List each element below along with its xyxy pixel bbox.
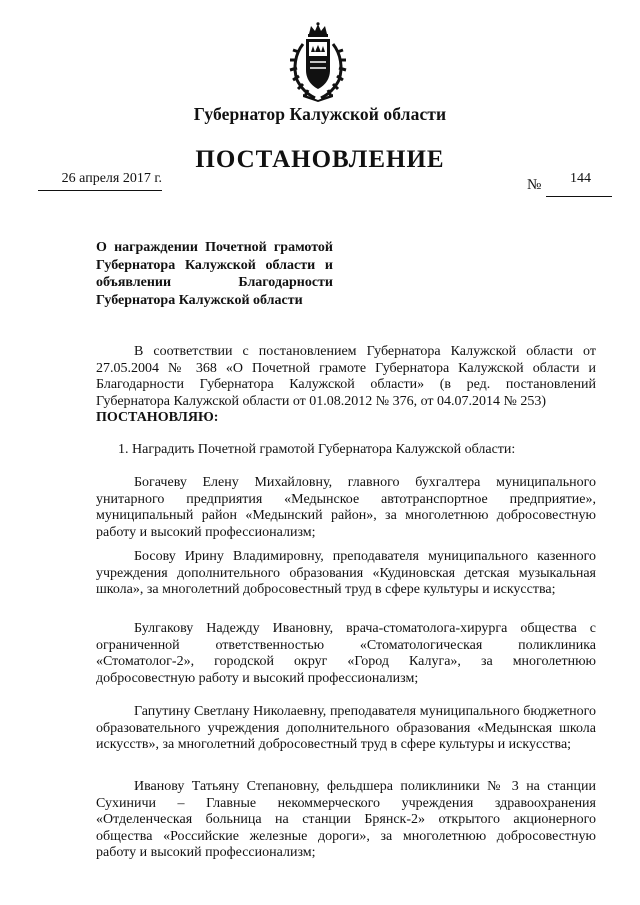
- date-underline: [38, 190, 162, 191]
- item-1-heading: 1. Наградить Почетной грамотой Губернатора Калужской области:: [118, 442, 516, 457]
- document-type-heading: ПОСТАНОВЛЕНИЕ: [195, 146, 445, 173]
- document-date: 26 апреля 2017 г.: [61, 171, 162, 186]
- awardee-paragraph: Богачеву Елену Михайловну, главного бухгалтера муниципального унитарного предприятия «Медынское автотранспортное предприятие», муниципальный район «Медынский район», за многолетнюю добросовестную работу и высокий профессионализм;: [96, 475, 596, 540]
- document-number: 144: [570, 171, 591, 186]
- awardee-paragraph: Иванову Татьяну Степановну, фельдшера поликлиники № 3 на станции Сухиничи – Главные некоммерческого учреждения здравоохранения «Отделенческая больница на станции Брянск-2» открытого акционерного общества «Российские железные дороги», за многолетнюю добросовестную работу и высокий профессионализм;: [96, 779, 596, 860]
- issuer-title: Губернатор Калужской области: [193, 104, 447, 124]
- number-underline: [546, 196, 612, 197]
- preamble-text: В соответствии с постановлением Губернатора Калужской области от 27.05.2004 № 368 «О Почетной грамоте Губернатора Калужской области и Благодарности Губернатора Калужской области» (в ред. постановлений Губернатора Калужской области от 01.08.2012 № 376, от 04.07.2014 № 253): [96, 344, 596, 409]
- awardee-paragraph: Булгакову Надежду Ивановну, врача-стоматолога-хирурга общества с ограниченной ответственностью «Стоматологическая поликлиника «Стоматолог-2», городской округ «Город Калуга», за многолетнюю добросовестную работу и высокий профессионализм;: [96, 621, 596, 686]
- awardee-paragraph: Босову Ирину Владимировну, преподавателя муниципального казенного учреждения дополнительного образования «Кудиновская детская музыкальная школа», за многолетний добросовестный труд в сфере культуры и искусства;: [96, 549, 596, 597]
- number-sign: №: [527, 177, 542, 193]
- document-subject: О награждении Почетной грамотой Губернатора Калужской области и объявлении Благодарности Губернатора Калужской области: [96, 240, 333, 308]
- coat-of-arms-emblem: [289, 22, 347, 102]
- decree-word: ПОСТАНОВЛЯЮ:: [96, 410, 219, 425]
- preamble-paragraph: [96, 344, 596, 427]
- awardee-paragraph: Гапутину Светлану Николаевну, преподавателя муниципального бюджетного образовательного учреждения дополнительного образования «Медынская школа искусств», за многолетний добросовестный труд в сфере культуры и искусства;: [96, 704, 596, 752]
